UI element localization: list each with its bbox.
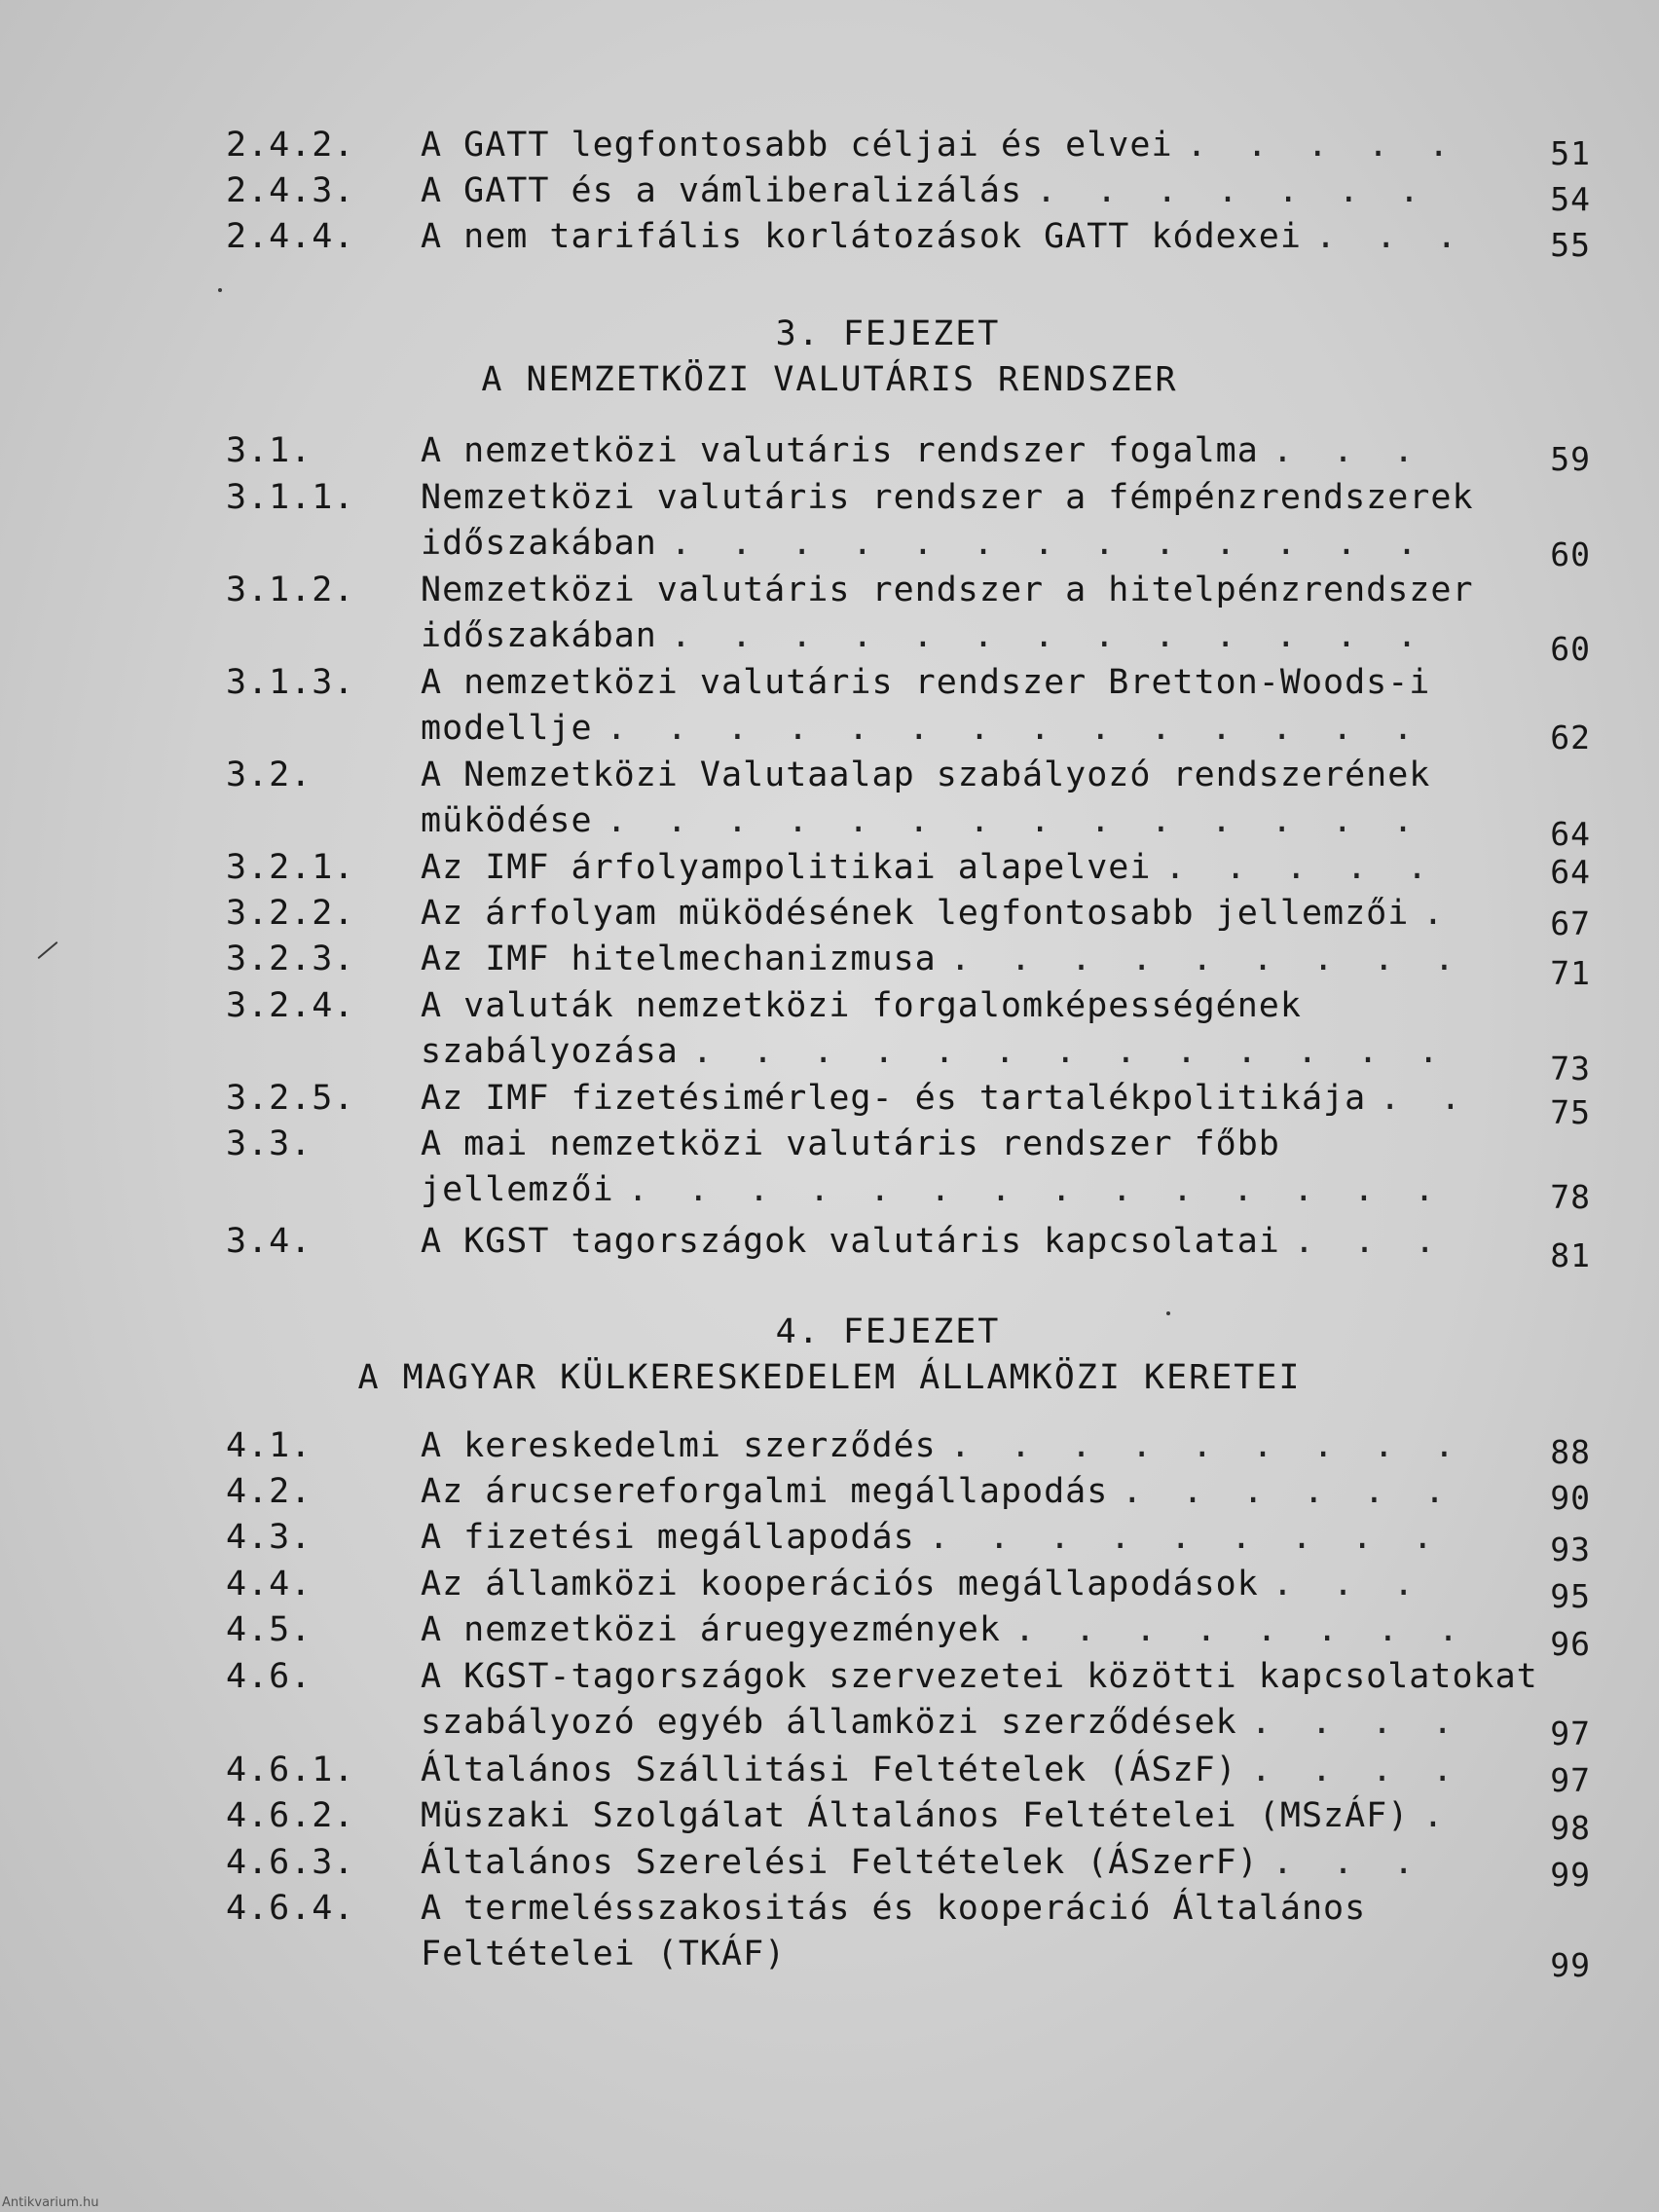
- toc-entry-number: 3.4.: [226, 1222, 313, 1261]
- toc-entry-line: Az IMF fizetésimérleg- és tartalékpolitikája: [421, 1079, 1367, 1118]
- toc-entry-number: 4.1.: [226, 1426, 313, 1465]
- toc-entry-line: A kereskedelmi szerződés: [421, 1426, 937, 1465]
- toc-entry-page: 97: [1550, 1714, 1591, 1752]
- toc-entry-line: A nemzetközi áruegyezmények: [421, 1610, 1001, 1649]
- dot-leader: [1294, 1219, 1453, 1265]
- toc-entry-line: Az államközi kooperációs megállapodások: [421, 1565, 1259, 1604]
- toc-entry-line: Az IMF árfolyampolitikai alapelvei: [421, 848, 1152, 887]
- toc-entry-line: Általános Szállitási Feltételek (ÁSzF): [421, 1751, 1237, 1789]
- toc-entry-line: A valuták nemzetközi forgalomképességének: [421, 986, 1302, 1025]
- toc-entry-page: 71: [1550, 954, 1591, 992]
- toc-entry-title: [421, 1076, 1453, 1122]
- chapter-label: 4. FEJEZET: [775, 1312, 1001, 1351]
- dot-leader: [1272, 428, 1453, 474]
- toc-entry-page: 88: [1550, 1433, 1591, 1471]
- toc-entry-title: [421, 937, 1453, 982]
- toc-entry-line: A fizetési megállapodás: [421, 1518, 915, 1557]
- dot-leader: [607, 706, 1453, 752]
- toc-entry-page: 99: [1550, 1856, 1591, 1894]
- toc-entry-title: [421, 1562, 1453, 1607]
- toc-entry-line: Az IMF hitelmechanizmusa: [421, 940, 937, 978]
- toc-entry-title: [421, 475, 1474, 567]
- toc-entry-line: szabályozó egyéb államközi szerződések: [421, 1703, 1237, 1742]
- toc-entry-line: szabályozása: [421, 1032, 679, 1071]
- toc-entry-line: modellje: [421, 709, 593, 748]
- toc-entry-number: 4.6.2.: [226, 1796, 355, 1835]
- dot-leader: [1036, 168, 1453, 214]
- toc-entry-title: [421, 845, 1453, 891]
- toc-entry-title: [421, 123, 1453, 168]
- dot-leader: [1014, 1607, 1453, 1653]
- toc-entry-page: 96: [1550, 1625, 1591, 1663]
- dot-leader: [1251, 1700, 1453, 1746]
- toc-entry-number: 3.2.5.: [226, 1079, 355, 1118]
- toc-entry-number: 3.2.4.: [226, 986, 355, 1025]
- toc-entry-page: 98: [1550, 1809, 1591, 1847]
- dot-leader: [1380, 1076, 1453, 1122]
- toc-entry-title: [421, 983, 1453, 1075]
- toc-entry-page: 55: [1550, 226, 1591, 264]
- toc-entry-number: 3.2.3.: [226, 940, 355, 978]
- toc-entry-line: A nem tarifális korlátozások GATT kódexei: [421, 217, 1302, 256]
- toc-entry-title: [421, 214, 1453, 260]
- toc-entry-page: 93: [1550, 1530, 1591, 1568]
- toc-entry-line: Általános Szerelési Feltételek (ÁSzerF): [421, 1843, 1259, 1882]
- toc-entry-line: időszakában: [421, 616, 657, 655]
- toc-entry-number: 4.6.3.: [226, 1843, 355, 1882]
- dot-leader: [950, 937, 1453, 982]
- toc-entry-number: 4.4.: [226, 1565, 313, 1604]
- toc-entry-title: [421, 1469, 1453, 1515]
- toc-entry-page: 73: [1550, 1050, 1591, 1088]
- toc-entry-page: 64: [1550, 815, 1591, 853]
- toc-entry-line: Nemzetközi valutáris rendszer a fémpénzrendszerek: [421, 478, 1474, 517]
- dot-leader: [671, 521, 1453, 567]
- toc-entry-number: 3.2.: [226, 756, 313, 794]
- toc-entry-title: [421, 1607, 1453, 1653]
- toc-entry-number: 4.2.: [226, 1472, 313, 1511]
- toc-entry-title: [421, 428, 1453, 474]
- toc-entry-line: Müszaki Szolgálat Általános Feltételei (MSzÁF): [421, 1796, 1410, 1835]
- dot-leader: [1422, 891, 1453, 937]
- toc-entry-number: 3.2.2.: [226, 894, 355, 933]
- toc-entry-line: Az árucsereforgalmi megállapodás: [421, 1472, 1109, 1511]
- toc-entry-line: időszakában: [421, 524, 657, 563]
- toc-entry-title: [421, 1840, 1453, 1886]
- toc-entry-page: 62: [1550, 719, 1591, 756]
- chapter-3-heading: [0, 312, 1659, 403]
- toc-entry-line: A KGST-tagországok szervezetei közötti kapcsolatokat: [421, 1657, 1538, 1696]
- chapter-label: 3. FEJEZET: [775, 314, 1001, 353]
- toc-entry-page: 59: [1550, 440, 1591, 478]
- toc-entry-title: [421, 168, 1453, 214]
- toc-entry-title: [421, 891, 1453, 937]
- toc-entry-line: Nemzetközi valutáris rendszer a hitelpénzrendszer: [421, 571, 1474, 609]
- toc-entry-number: 3.3.: [226, 1124, 313, 1163]
- toc-entry-title: [421, 1219, 1453, 1265]
- toc-entry-title: [421, 660, 1453, 752]
- toc-entry-line: A termelésszakositás és kooperáció Általános: [421, 1889, 1367, 1928]
- toc-entry-number: 2.4.4.: [226, 217, 355, 256]
- toc-entry-number: 3.2.1.: [226, 848, 355, 887]
- toc-entry-page: 97: [1550, 1761, 1591, 1799]
- toc-entry-number: 3.1.3.: [226, 663, 355, 702]
- toc-entry-page: 60: [1550, 535, 1591, 573]
- toc-entry-line: Feltételei (TKÁF): [421, 1935, 787, 1973]
- toc-entry-title: [421, 1122, 1453, 1213]
- chapter-4-heading: [0, 1309, 1659, 1401]
- toc-entry-page: 64: [1550, 853, 1591, 891]
- toc-entry-page: 99: [1550, 1946, 1591, 1984]
- scan-speck: [1166, 1311, 1170, 1315]
- dot-leader: [1122, 1469, 1453, 1515]
- toc-entry-number: 3.1.2.: [226, 571, 355, 609]
- toc-entry-number: 4.6.: [226, 1657, 313, 1696]
- dot-leader: [1315, 214, 1453, 260]
- toc-entry-line: A mai nemzetközi valutáris rendszer főbb: [421, 1124, 1280, 1163]
- dot-leader: [950, 1423, 1453, 1469]
- scan-speck: [218, 288, 222, 292]
- toc-entry-number: 3.1.1.: [226, 478, 355, 517]
- toc-entry-number: 2.4.3.: [226, 171, 355, 210]
- scan-speck: [37, 941, 57, 959]
- toc-entry-title: [421, 1886, 1453, 1977]
- toc-entry-line: A KGST tagországok valutáris kapcsolatai: [421, 1222, 1280, 1261]
- toc-entry-number: 4.6.1.: [226, 1751, 355, 1789]
- toc-entry-page: 75: [1550, 1093, 1591, 1131]
- toc-entry-title: [421, 1654, 1538, 1746]
- toc-entry-number: 4.3.: [226, 1518, 313, 1557]
- dot-leader: [607, 798, 1453, 844]
- dot-leader: [628, 1167, 1453, 1213]
- toc-entry-title: [421, 753, 1453, 844]
- dot-leader: [1251, 1748, 1453, 1793]
- toc-entry-number: 2.4.2.: [226, 126, 355, 165]
- dot-leader: [1272, 1562, 1453, 1607]
- toc-entry-page: 54: [1550, 180, 1591, 218]
- dot-leader: [1164, 845, 1453, 891]
- toc-entry-line: müködése: [421, 801, 593, 840]
- dot-leader: [1422, 1793, 1453, 1839]
- toc-entry-page: 81: [1550, 1236, 1591, 1274]
- toc-entry-number: 4.5.: [226, 1610, 313, 1649]
- dot-leader: [1272, 1840, 1453, 1886]
- watermark: Antikvarium.hu: [2, 2195, 99, 2210]
- chapter-title: A NEMZETKÖZI VALUTÁRIS RENDSZER: [481, 360, 1178, 399]
- chapter-title: A MAGYAR KÜLKERESKEDELEM ÁLLAMKÖZI KERETEI: [357, 1358, 1302, 1397]
- toc-entry-title: [421, 568, 1474, 659]
- toc-entry-page: 51: [1550, 134, 1591, 172]
- toc-entry-line: A GATT legfontosabb céljai és elvei: [421, 126, 1173, 165]
- toc-entry-line: jellemzői: [421, 1170, 614, 1209]
- toc-entry-line: Az árfolyam müködésének legfontosabb jellemzői: [421, 894, 1410, 933]
- toc-entry-line: A nemzetközi valutáris rendszer Bretton-Woods-i: [421, 663, 1431, 702]
- dot-leader: [1187, 123, 1453, 168]
- toc-entry-number: 4.6.4.: [226, 1889, 355, 1928]
- toc-entry-title: [421, 1423, 1453, 1469]
- toc-entry-title: [421, 1793, 1453, 1839]
- toc-entry-title: [421, 1515, 1453, 1561]
- toc-entry-title: [421, 1748, 1453, 1793]
- toc-entry-page: 67: [1550, 904, 1591, 942]
- toc-entry-page: 60: [1550, 630, 1591, 668]
- dot-leader: [929, 1515, 1453, 1561]
- toc-entry-page: 90: [1550, 1479, 1591, 1517]
- toc-entry-line: A Nemzetközi Valutaalap szabályozó rendszerének: [421, 756, 1431, 794]
- toc-entry-number: 3.1.: [226, 431, 313, 470]
- toc-entry-page: 78: [1550, 1178, 1591, 1216]
- toc-entry-line: A GATT és a vámliberalizálás: [421, 171, 1023, 210]
- dot-leader: [671, 613, 1453, 659]
- toc-entry-line: A nemzetközi valutáris rendszer fogalma: [421, 431, 1259, 470]
- toc-entry-page: 95: [1550, 1577, 1591, 1615]
- dot-leader: [692, 1029, 1453, 1075]
